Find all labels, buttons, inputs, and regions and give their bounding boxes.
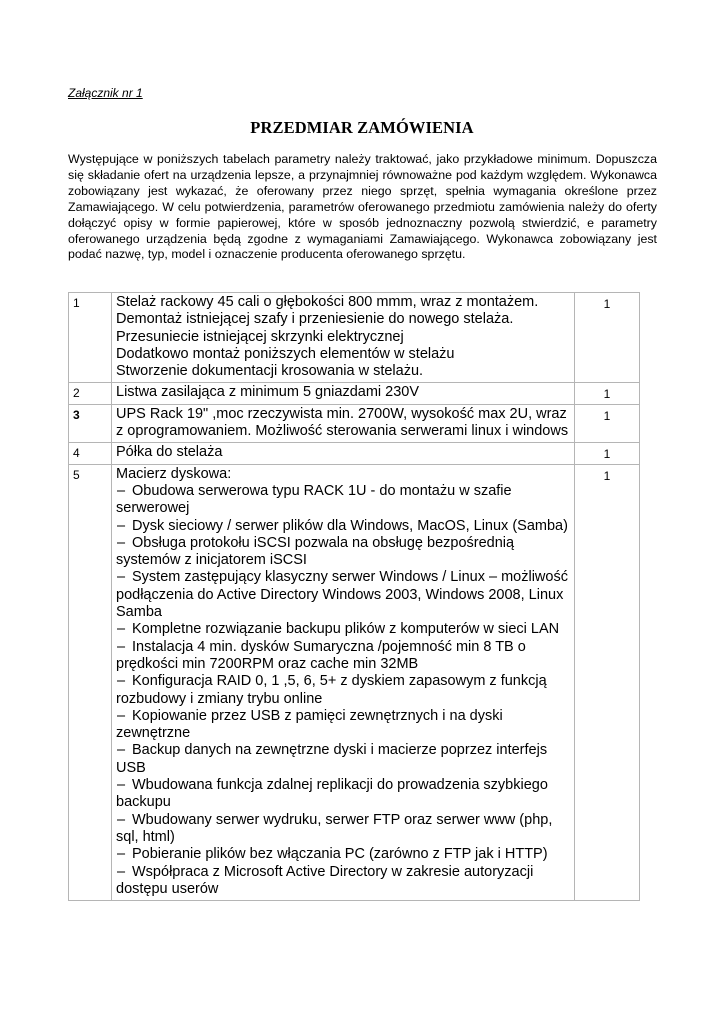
dash-bullet-icon: – xyxy=(117,811,126,828)
description-line: Stelaż rackowy 45 cali o głębokości 800 mmm, wraz z montażem. xyxy=(116,294,539,310)
dash-bullet-icon: – xyxy=(117,707,126,724)
feature-item xyxy=(116,483,570,518)
table-row xyxy=(69,443,640,464)
feature-text: Dysk sieciowy / serwer plików dla Windows, MacOS, Linux (Samba) xyxy=(132,517,568,534)
description-line: Demontaż istniejącej szafy i przeniesienie do nowego stelaża. xyxy=(116,311,514,328)
feature-item xyxy=(116,777,570,812)
row-description xyxy=(112,404,575,443)
page-title: PRZEDMIAR ZAMÓWIENIA xyxy=(250,118,474,137)
dash-bullet-icon: – xyxy=(117,638,126,655)
row-description xyxy=(112,464,575,900)
dash-bullet-icon: – xyxy=(117,482,126,499)
feature-text: Pobieranie plików bez włączania PC (zarówno z FTP jak i HTTP) xyxy=(132,846,548,863)
dash-bullet-icon: – xyxy=(117,863,126,880)
attachment-label: Załącznik nr 1 xyxy=(68,86,143,100)
feature-text: Wbudowany serwer wydruku, serwer FTP oraz serwer www (php, sql, html) xyxy=(116,811,553,845)
dash-bullet-icon: – xyxy=(117,846,126,863)
table-row xyxy=(69,293,640,383)
items-table xyxy=(68,292,640,901)
row-quantity: 1 xyxy=(575,293,640,383)
row-number: 1 xyxy=(69,293,112,383)
row-quantity: 1 xyxy=(575,443,640,464)
feature-text: Obudowa serwerowa typu RACK 1U - do montażu w szafie serwerowej xyxy=(116,482,512,517)
feature-item xyxy=(116,708,570,743)
dash-bullet-icon: – xyxy=(117,777,126,794)
row-quantity: 1 xyxy=(575,383,640,404)
row-description xyxy=(112,443,575,464)
dash-bullet-icon: – xyxy=(117,534,126,551)
dash-bullet-icon: – xyxy=(117,673,126,690)
row-description xyxy=(112,383,575,404)
description-line: Półka do stelaża xyxy=(116,444,223,461)
feature-item xyxy=(116,569,570,621)
row-quantity: 1 xyxy=(575,464,640,900)
table-row xyxy=(69,404,640,443)
description-line: Listwa zasilająca z minimum 5 gniazdami 230V xyxy=(116,384,420,401)
table-row xyxy=(69,383,640,404)
feature-text: Kopiowanie przez USB z pamięci zewnętrznych i na dyski zewnętrzne xyxy=(116,707,503,742)
dash-bullet-icon: – xyxy=(117,742,126,759)
intro-paragraph: Występujące w poniższych tabelach parametry należy traktować, jako przykładowe minimum. Dopuszcza się składanie ofert na urządzenia lepsze, a przynajmniej równoważne pod każdym względem. Wykonawca zobowiązany jest wykazać, że oferowany przez niego sprzęt, spełnia wymagania określone przez Zamawiającego. W celu potwierdzenia, parametrów oferowanego przedmiotu zamówienia należy do oferty dołączyć opisy w formie papierowej, które w sposób jednoznaczny pozwolą stwierdzić, e parametry oferowanego urządzenia będą zgodne z wymaganiami Zamawiającego. Wykonawca zobowiązany jest podać nazwę, typ, model i oznaczenie producenta oferowanego sprzętu. xyxy=(68,152,657,262)
feature-item xyxy=(116,846,570,863)
feature-text: Konfiguracja RAID 0, 1 ,5, 6, 5+ z dyskiem zapasowym z funkcją rozbudowy i zmiany trybu online xyxy=(116,673,547,707)
row-description xyxy=(112,293,575,383)
feature-item xyxy=(116,639,570,674)
dash-bullet-icon: – xyxy=(117,569,126,586)
table-row xyxy=(69,464,640,900)
feature-text: Obsługa protokołu iSCSI pozwala na obsługę bezpośrednią systemów z inicjatorem iSCSI xyxy=(116,534,515,569)
feature-text: System zastępujący klasyczny serwer Windows / Linux – możliwość podłączenia do Active Directory Windows 2003, Windows 2008, Linux Samba xyxy=(116,569,568,621)
row-quantity: 1 xyxy=(575,404,640,443)
feature-item xyxy=(116,812,570,847)
row-number: 3 xyxy=(69,404,112,443)
description-line: Stworzenie dokumentacji krosowania w stelażu. xyxy=(116,363,424,380)
row-number: 4 xyxy=(69,443,112,464)
row-number: 2 xyxy=(69,383,112,404)
description-line: Przesuniecie istniejącej skrzynki elektrycznej xyxy=(116,328,404,345)
feature-text: Wbudowana funkcja zdalnej replikacji do prowadzenia szybkiego backupu xyxy=(116,777,548,811)
feature-item xyxy=(116,535,570,570)
feature-text: Backup danych na zewnętrzne dyski i macierze poprzez interfejs USB xyxy=(116,742,548,776)
feature-item xyxy=(116,864,570,899)
feature-item xyxy=(116,673,570,708)
description-heading: Macierz dyskowa: xyxy=(116,465,232,482)
feature-text: Współpraca z Microsoft Active Directory w zakresie autoryzacji dostępu userów xyxy=(116,863,534,897)
feature-item xyxy=(116,621,570,638)
feature-text: Kompletne rozwiązanie backupu plików z komputerów w sieci LAN xyxy=(132,621,560,638)
dash-bullet-icon: – xyxy=(117,621,126,638)
description-line: Dodatkowo montaż poniższych elementów w stelażu xyxy=(116,345,455,362)
description-line: UPS Rack 19" ,moc rzeczywista min. 2700W, wysokość max 2U, wraz z oprogramowaniem. Możliwość sterowania serwerami linux i windows xyxy=(116,405,569,440)
feature-item xyxy=(116,742,570,777)
feature-text: Instalacja 4 min. dysków Sumaryczna /pojemność min 8 TB o prędkości min 7200RPM oraz cache min 32MB xyxy=(116,638,526,672)
dash-bullet-icon: – xyxy=(117,517,126,534)
feature-item xyxy=(116,518,570,535)
row-number: 5 xyxy=(69,464,112,900)
